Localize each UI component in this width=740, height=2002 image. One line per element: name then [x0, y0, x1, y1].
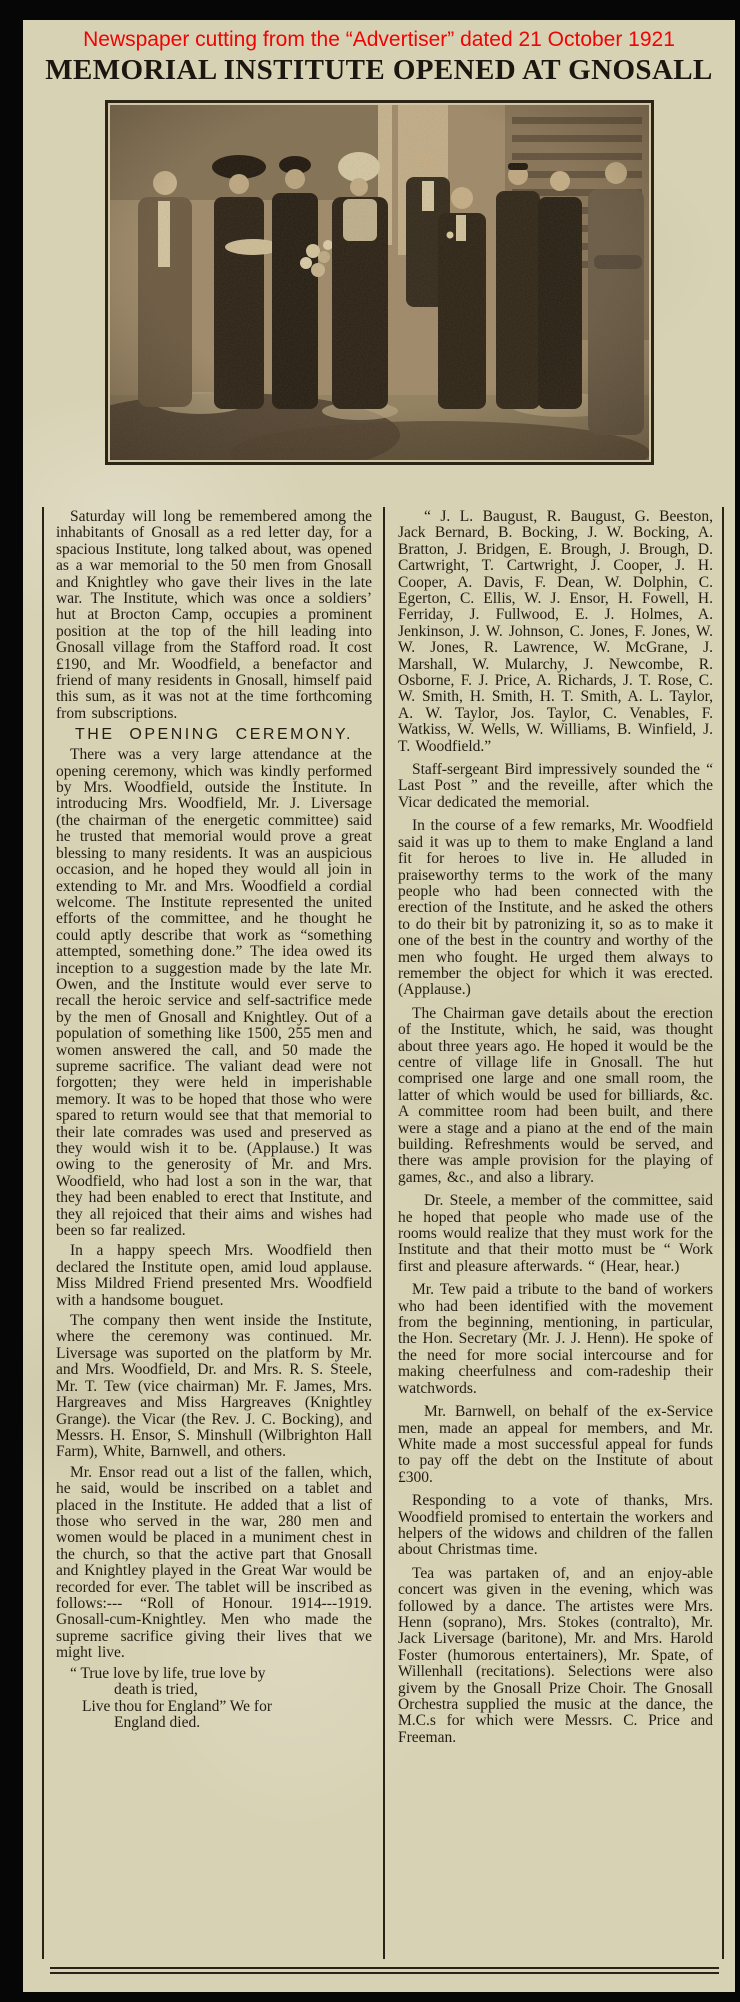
verse-line: “ True love by life, true love by — [70, 1664, 266, 1682]
section-heading-opening-ceremony: THE OPENING CEREMONY. — [74, 726, 353, 744]
column-right — [383, 507, 724, 1959]
paragraph: There was a very large attendance at the opening ceremony, which was kindly performed by Mrs. Woodfield, outside the Institute. In introducing Mrs. Woodfield, Mr. J. Liversage (the chairman of the energetic committee) said he trusted that memorial would prove a great blessing to many residents. It was an auspicious occasion, and he hoped they would all join in extending to Mr. and Mrs. Woodfield a cordial welcome. The Institute represented the united efforts of the committee, and he thought he could aptly describe that work as “something attempted, something done.” The idea owed its inception to a suggestion made by the late Mr. Owen, and the Institute would ever serve to recall the heroic service and self-sactrifice mede by the men of Gnosall and Knightley. Out of a population of something like 1500, 255 men and women answered the call, and 50 made the supreme sacrifice. The valiant dead were not forgotten; they were held in imperishable memory. It was to be hoped that those who were spared to return would see that that memorial to their late comrades was used and preserved as they would wish it to be. (Applause.) It was owing to the generosity of Mr. and Mrs. Woodfield, who had lost a son in the war, that they had been enabled to erect that Institute, and they all rejoiced that their aims and wishes had been so far realized. — [56, 746, 372, 1240]
paper-sheet — [23, 20, 735, 1992]
verse-line: England died. — [114, 1714, 201, 1732]
paragraph: Saturday will long be remembered among the inhabitants of Gnosall as a red letter day, for a spacious Institute, long talked about, was opened as a war memorial to the 50 men from Gnosall and Knightley who gave their lives in the late war. The Institute, which was once a soldiers’ hut at Brocton Camp, occupies a prominent position at the top of the hill leading into Gnosall village from the Stafford road. It cost £190, and Mr. Woodfield, a benefactor and friend of many residents in Gnosall, himself paid this sum, as it was not at the time forthcoming from subscriptions. — [56, 507, 372, 722]
article-body — [42, 507, 725, 1959]
paragraph: Mr. Barnwell, on behalf of the ex-Service men, made an appeal for members, and Mr. White made a most successful appeal for funds to pay off the debt on the Institute of about £300. — [398, 1403, 713, 1486]
verse-line: Live thou for England” We for — [82, 1697, 273, 1715]
roll-of-honour-names: “ J. L. Baugust, R. Baugust, G. Beeston, Jack Bernard, B. Bocking, J. W. Bocking, A. Bratton, J. Bridgen, E. Brough, J. Brough, D. Cartwright, T. Cartwright, J. Cooper, J. H. Cooper, A. Davis, F. Dean, W. Dolphin, C. Egerton, C. Ellis, W. J. Ensor, H. Fowell, H. Ferriday, J. Fullwood, E. J. Holmes, A. Jenkinson, J. W. Johnson, C. Jones, F. Jones, W. W. Jones, R. Lawrence, W. McGrane, J. Marshall, W. Mularchy, J. Newcombe, R. Osborne, F. J. Price, A. Richards, J. T. Rose, C. W. Smith, H. Smith, H. T. Smith, A. L. Taylor, A. W. Taylor, Jos. Taylor, C. Venables, F. Watkiss, W. Wells, W. Williams, B. Winfield, J. T. Woodfield.” — [398, 507, 713, 755]
paragraph: Dr. Steele, a member of the committee, said he hoped that people who made use of the rooms would realize that they must work for the Institute and that their motto must be “ Work first and pleasure afterwards. “ (Hear, hear.) — [398, 1192, 713, 1275]
paragraph: Mr. Ensor read out a list of the fallen, which, he said, would be inscribed on a tablet and placed in the Institute. He added that a list of those who served in the war, 280 men and women would be placed in a muniment chest in the church, so that the active part that Gnosall and Knightley played in the Great War would be recorded for ever. The tablet will be inscribed as follows:--- “Roll of Honour. 1914---1919. Gnosall-cum-Knightley. Men who made the supreme sacrifice giving their lives that we might live. — [56, 1463, 372, 1662]
column-left — [42, 507, 383, 1959]
bottom-double-rule — [50, 1967, 719, 1974]
group-photograph — [105, 100, 654, 465]
paragraph: The Chairman gave details about the erection of the Institute, which, he said, was thought about three years ago. He hoped it would be the centre of village life in Gnosall. The hut comprised one large and one small room, the latter of which would be used for billiards, &c. A committee room had been built, and there were a stage and a piano at the end of the main building. Refreshments would be served, and there was ample provision for the playing of games, &c., and also a library. — [398, 1004, 713, 1186]
paragraph: The company then went inside the Institute, where the ceremony was continued. Mr. Liversage was suported on the platform by Mr. and Mrs. Woodfield, Dr. and Mrs. R. S. Steele, Mr. T. Tew (vice chairman) Mr. F. James, Mrs. Hargreaves and Miss Hargreaves (Knightley Grange). the Vicar (the Rev. J. C. Bocking), and Messrs. H. Ensor, S. Minshull (Wilbrighton Hall Farm), White, Barnwell, and others. — [56, 1312, 372, 1461]
paragraph: In a happy speech Mrs. Woodfield then declared the Institute open, amid loud applause. Miss Mildred Friend presented Mrs. Woodfield with a handsome bouguet. — [56, 1242, 372, 1309]
paragraph: Responding to a vote of thanks, Mrs. Woodfield promised to entertain the workers and helpers of the widows and children of the fallen about Christmas time. — [398, 1492, 713, 1559]
paragraph: Tea was partaken of, and an enjoy-able concert was given in the evening, which was followed by a dance. The artistes were Mrs. Henn (soprano), Mrs. Stokes (contralto), Mr. Jack Liversage (baritone), Mr. and Mrs. Harold Foster (humorous entertainers), Mr. Spate, of Willenhall (recitations). Selections were also givem by the Gnosall Prize Choir. The Gnosall Orchestra supplied the music at the dance, the M.C.s for which were Messrs. C. Price and Freeman. — [398, 1564, 713, 1746]
article-headline: MEMORIAL INSTITUTE OPENED AT GNOSALL — [45, 54, 713, 87]
paragraph: In the course of a few remarks, Mr. Woodfield said it was up to them to make England a land fit for heroes to live in. He alluded in praiseworthy terms to the work of the many people who had been connected with the erection of the Institute, and he asked the others to do their bit by patronizing it, so as to make it one of the best in the country and worthy of the men who fought. He urged them always to remember the object for which it was erected. (Applause.) — [398, 817, 713, 999]
paragraph: Staff-sergeant Bird impressively sounded the “ Last Post ” and the reveille, after which the Vicar dedicated the memorial. — [398, 761, 713, 811]
memorial-verse — [56, 1666, 372, 1732]
cutting-source-note: Newspaper cutting from the “Advertiser” dated 21 October 1921 — [83, 28, 675, 51]
verse-line: death is tried, — [114, 1681, 198, 1699]
group-photograph-illustration — [110, 105, 649, 460]
paragraph: Mr. Tew paid a tribute to the band of workers who had been identified with the movement from the beginning, mentioning, in particular, the Hon. Secretary (Mr. J. J. Henn). He spoke of the need for more social intercourse and for making cheerfulness and com-radeship their watchwords. — [398, 1281, 713, 1397]
